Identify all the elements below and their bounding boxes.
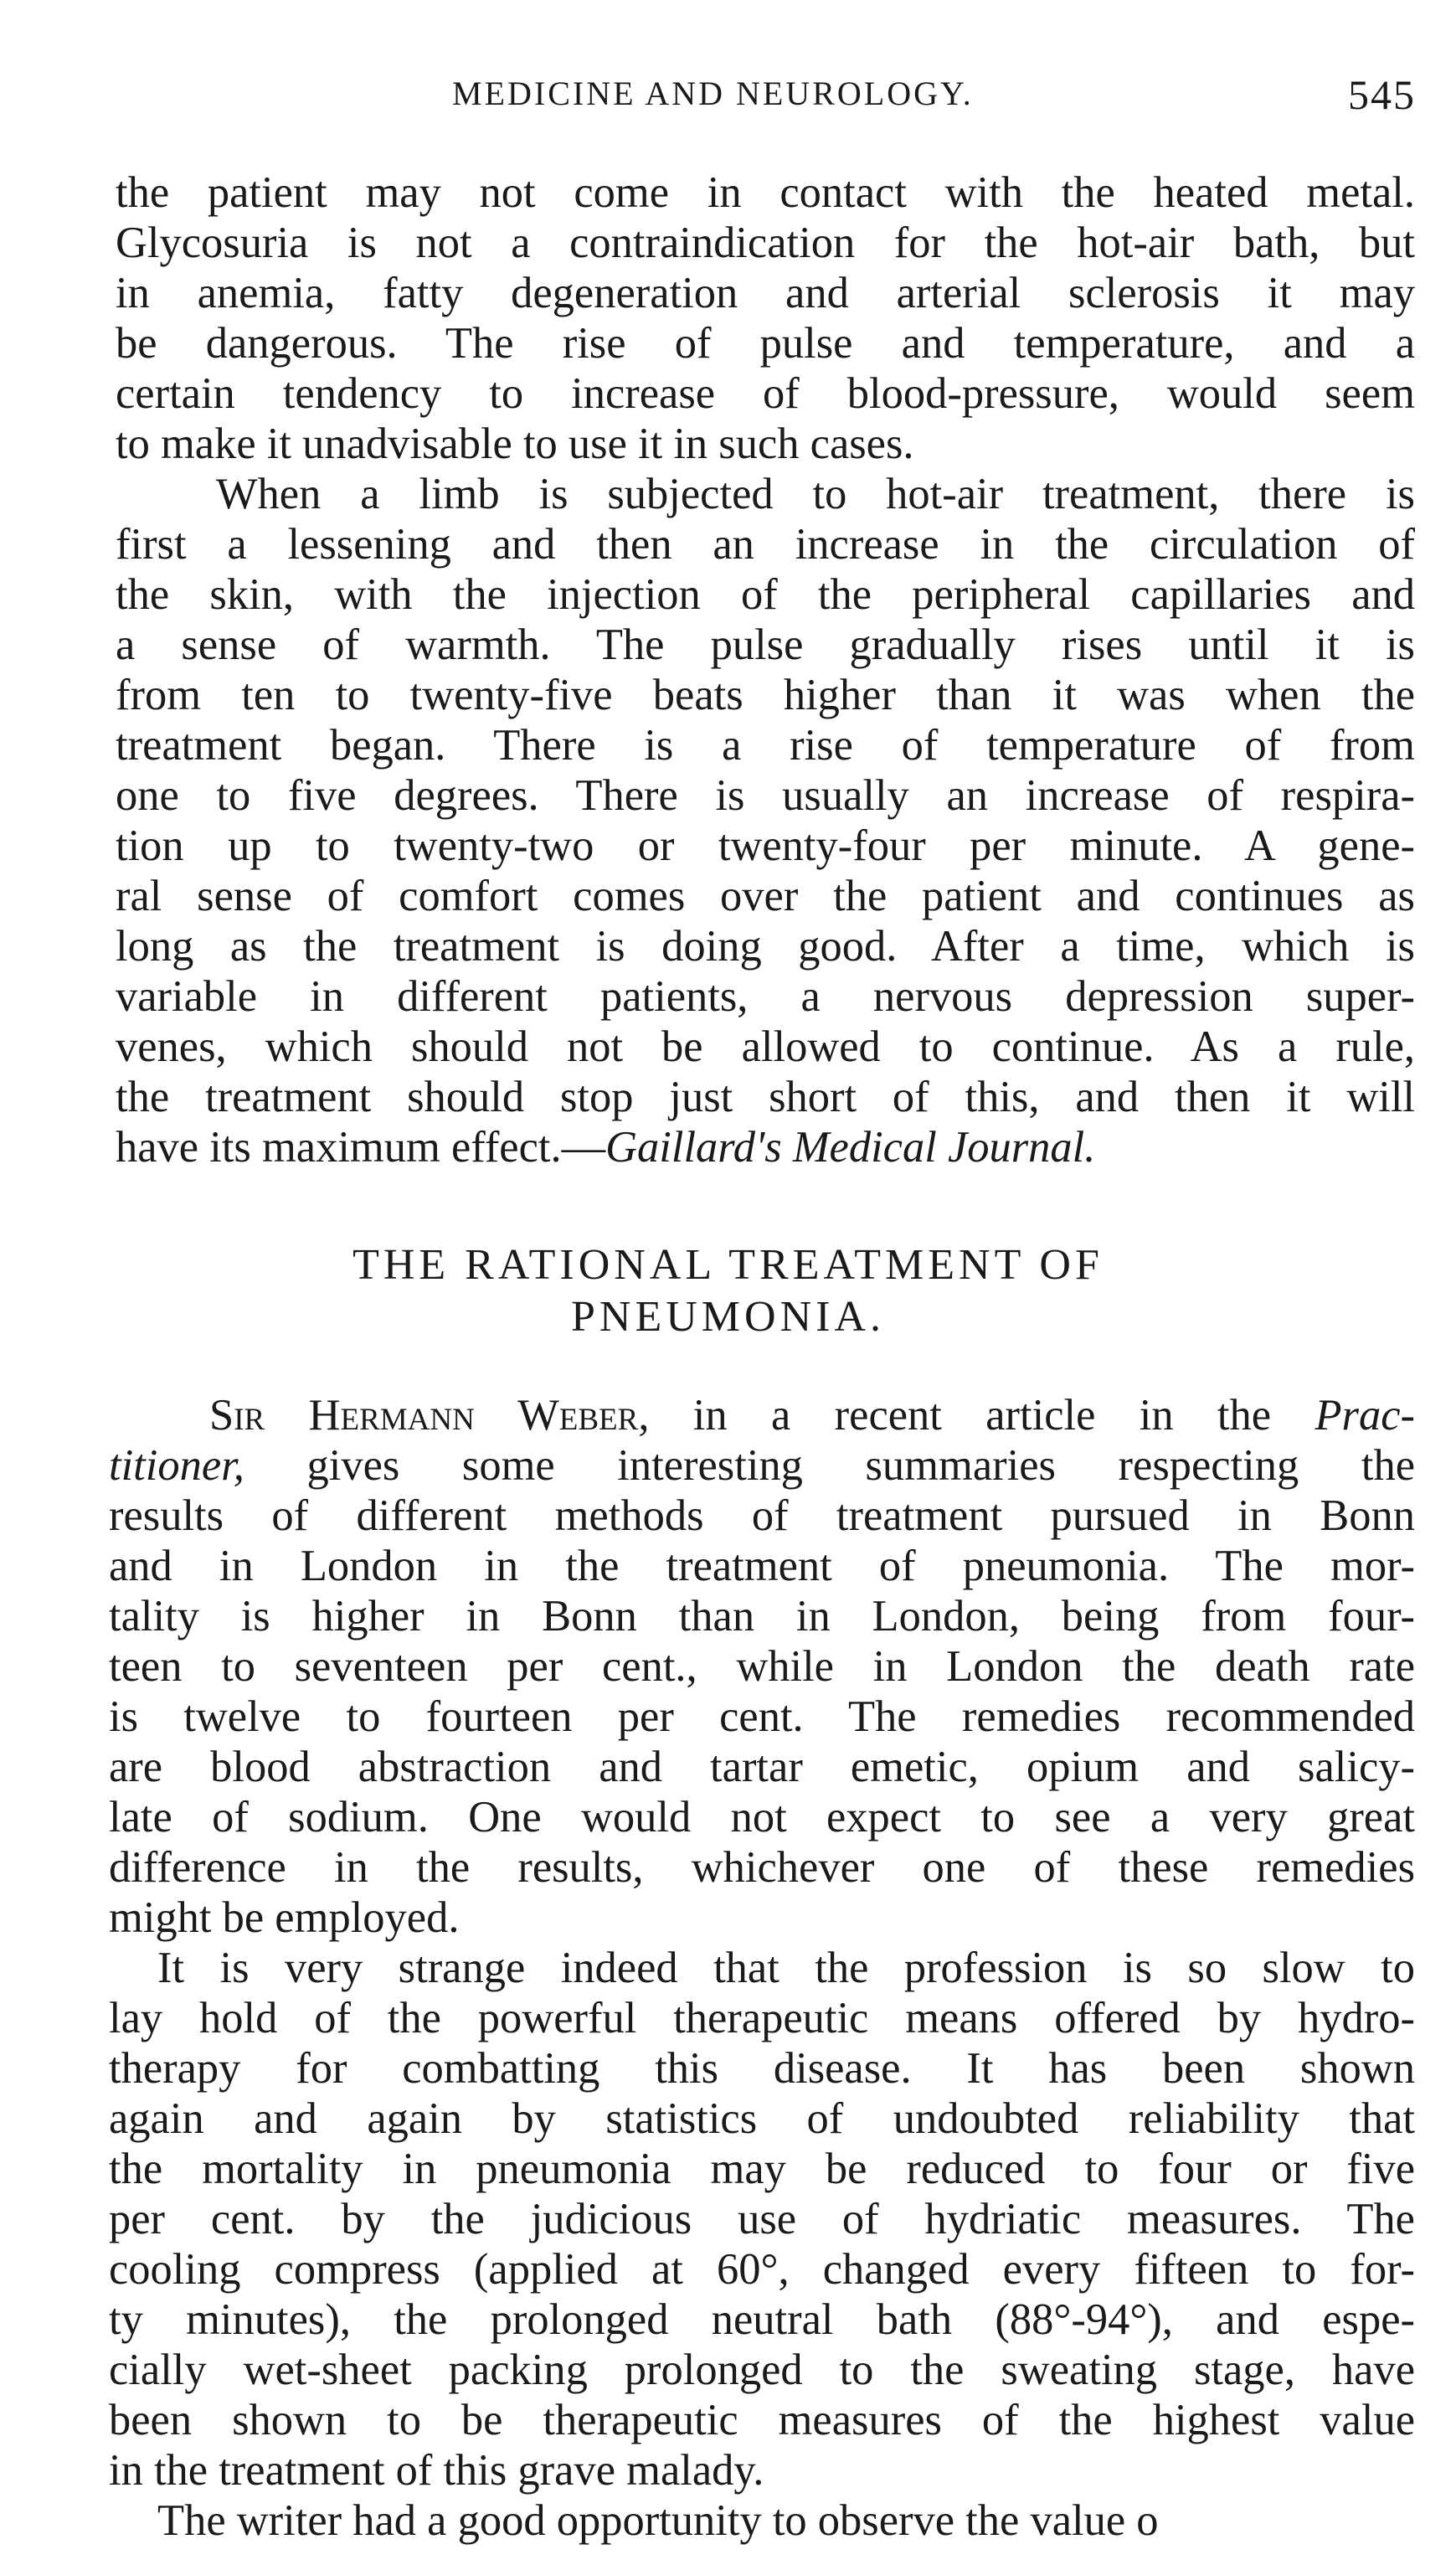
text-line: late of sodium. One would not expect to see a very great: [109, 1793, 1415, 1841]
text-line: treatment began. There is a rise of temperature of from: [116, 721, 1415, 770]
text-line: cially wet-sheet packing prolonged to the sweating stage, have: [109, 2346, 1415, 2394]
text-line: lay hold of the powerful therapeutic means offered by hydro-: [109, 1994, 1415, 2042]
text-line: When a limb is subjected to hot-air treatment, there is: [216, 470, 1415, 518]
text-line: [109, 1440, 1415, 1491]
text-line: [116, 1122, 1415, 1172]
text-line: first a lessening and then an increase in the circulation of: [116, 520, 1415, 569]
author-name: Sir Hermann Weber,: [209, 1391, 650, 1440]
text-line: a sense of warmth. The pulse gradually rises until it is: [116, 621, 1415, 669]
journal-name: Prac-: [1315, 1391, 1415, 1440]
article-title-line: THE RATIONAL TREATMENT OF: [352, 1241, 1104, 1289]
text-line: the mortality in pneumonia may be reduced to four or five: [109, 2145, 1415, 2193]
text-fragment: gives some interesting summaries respecting the: [244, 1441, 1415, 1490]
text-line: teen to seventeen per cent., while in London the death rate: [109, 1642, 1415, 1691]
text-line: the treatment should stop just short of this, and then it will: [116, 1073, 1415, 1121]
text-line: ral sense of comfort comes over the patient and continues as: [116, 872, 1415, 920]
text-line: difference in the results, whichever one of these remedies: [109, 1843, 1415, 1892]
text-line: cooling compress (applied at 60°, changed every fifteen to for-: [109, 2245, 1415, 2294]
text-line: in the treatment of this grave malady.: [109, 2446, 764, 2495]
text-line: are blood abstraction and tartar emetic, opium and salicy-: [109, 1743, 1415, 1791]
text-line: results of different methods of treatment pursued in Bonn: [109, 1491, 1415, 1540]
text-line: one to five degrees. There is usually an increase of respira-: [116, 771, 1415, 820]
text-line: tion up to twenty-two or twenty-four per minute. A gene-: [116, 822, 1415, 870]
text-fragment: in a recent article in the: [649, 1391, 1315, 1440]
text-line: been shown to be therapeutic measures of the highest value: [109, 2396, 1415, 2444]
text-line: long as the treatment is doing good. After a time, which is: [116, 922, 1415, 971]
text-fragment: have its maximum effect.—: [116, 1123, 606, 1172]
text-line: in anemia, fatty degeneration and arterial sclerosis it may: [116, 269, 1415, 317]
text-line: therapy for combatting this disease. It has been shown: [109, 2044, 1415, 2093]
continued-article: [116, 167, 1415, 1172]
article-body: [109, 1390, 1415, 2546]
text-line: tality is higher in Bonn than in London, being from four-: [109, 1592, 1415, 1640]
source-citation: Gaillard's Medical Journal.: [605, 1123, 1096, 1172]
text-line: The writer had a good opportunity to observe the value o: [157, 2496, 1159, 2545]
text-line: certain tendency to increase of blood-pressure, would seem: [116, 369, 1415, 418]
text-line: ty minutes), the prolonged neutral bath (88°-94°), and espe-: [109, 2295, 1415, 2344]
text-line: per cent. by the judicious use of hydriatic measures. The: [109, 2195, 1415, 2243]
article-heading: [0, 1239, 1456, 1343]
text-line: might be employed.: [109, 1893, 460, 1942]
text-line: the skin, with the injection of the peripheral capillaries and: [116, 570, 1415, 619]
page-number: 545: [1348, 71, 1416, 118]
text-line: the patient may not come in contact with the heated metal.: [116, 168, 1415, 217]
article-title-line: PNEUMONIA.: [571, 1293, 885, 1341]
text-line: be dangerous. The rise of pulse and temperature, and a: [116, 319, 1415, 368]
journal-name: titioner,: [109, 1441, 244, 1490]
text-line: venes, which should not be allowed to continue. As a rule,: [116, 1022, 1415, 1071]
text-line: from ten to twenty-five beats higher than it was when the: [116, 671, 1415, 719]
running-header: [0, 71, 1456, 124]
running-title: MEDICINE AND NEUROLOGY.: [452, 75, 974, 112]
text-line: It is very strange indeed that the profession is so slow to: [157, 1944, 1415, 1992]
text-line: to make it unadvisable to use it in such cases.: [116, 420, 914, 468]
text-line: and in London in the treatment of pneumonia. The mor-: [109, 1542, 1415, 1590]
text-line: Glycosuria is not a contraindication for the hot-air bath, but: [116, 219, 1415, 267]
text-line: [109, 1390, 1415, 1440]
text-line: again and again by statistics of undoubted reliability that: [109, 2094, 1415, 2143]
text-line: variable in different patients, a nervous depression super-: [116, 972, 1415, 1021]
text-line: is twelve to fourteen per cent. The remedies recommended: [109, 1692, 1415, 1741]
